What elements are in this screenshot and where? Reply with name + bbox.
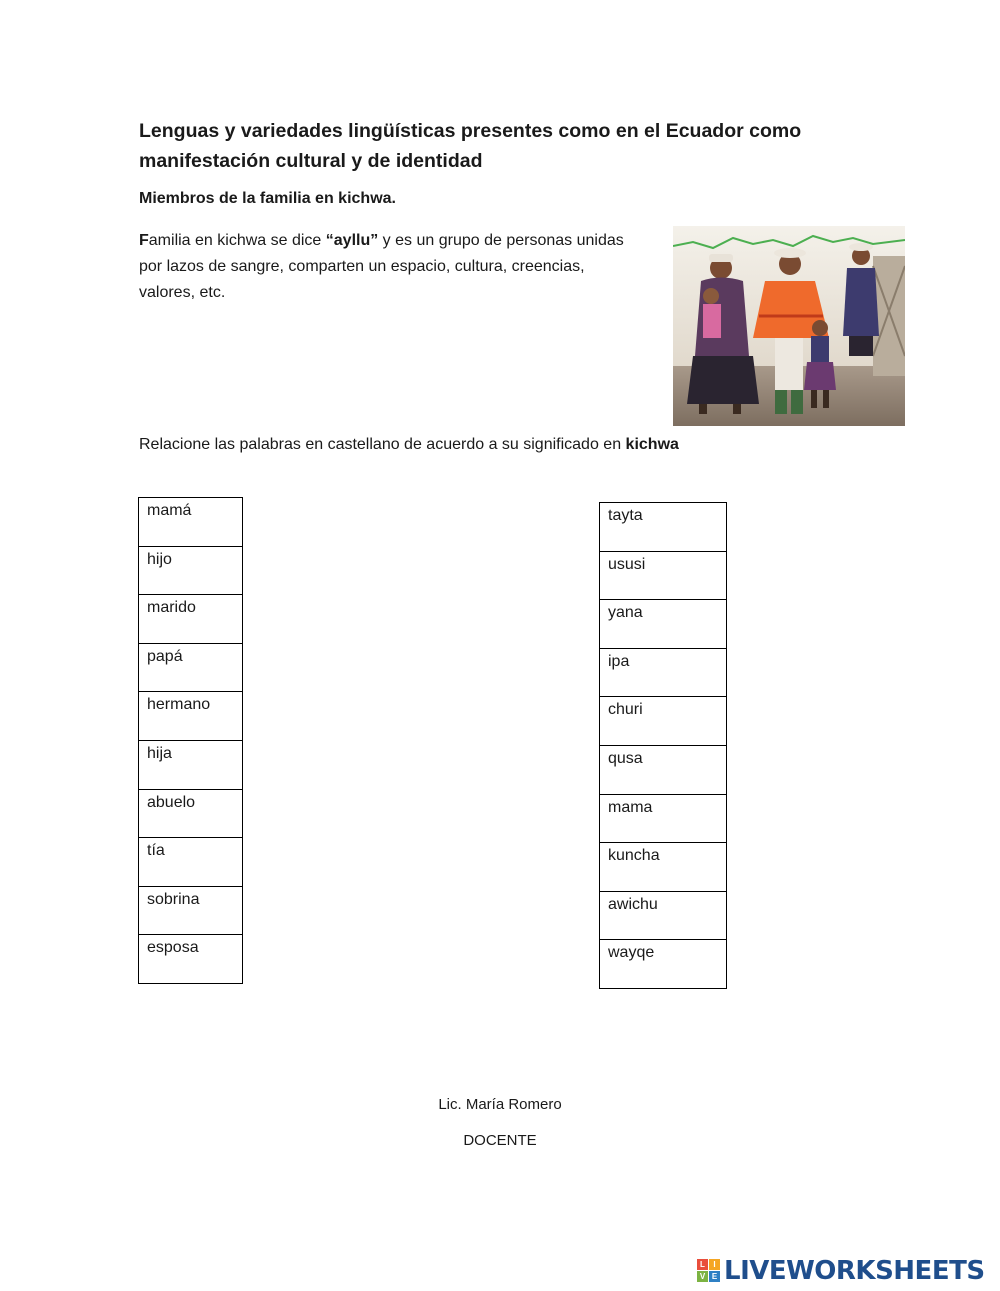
table-row [600,648,727,697]
liveworksheets-logo-icon [697,1259,721,1283]
table-row [600,551,727,600]
page-title: Lenguas y variedades lingüísticas presentes como en el Ecuador como manifestación cultural y de identidad [139,120,802,172]
spanish-word-cell[interactable]: esposa [139,935,243,984]
section-subtitle: Miembros de la familia en kichwa. [139,190,396,207]
table-row [139,935,243,984]
table-row [600,891,727,940]
kichwa-word-cell[interactable]: yana [600,600,727,649]
logo-tile: I [709,1259,720,1270]
kichwa-word-cell[interactable]: awichu [600,891,727,940]
intro-text-3: y es un grupo de personas unidas por lazos de sangre, comparten un espacio, cultura, creencias, valores, etc. [139,232,624,301]
intro-paragraph [139,228,639,306]
table-row [139,692,243,741]
intro-word-kichwa: kichwa [217,232,267,249]
table-row [600,843,727,892]
logo-tile: E [709,1271,720,1282]
signature-role: DOCENTE [463,1132,537,1149]
intro-text-2: se dice [266,232,326,249]
kichwa-word-cell[interactable]: ipa [600,648,727,697]
table-row [139,595,243,644]
table-row [600,600,727,649]
table-row [600,940,727,989]
table-row [139,546,243,595]
family-photo-illustration [673,226,905,426]
instruction-bold: kichwa [625,436,679,453]
spanish-word-cell[interactable]: hermano [139,692,243,741]
table-row [139,643,243,692]
instruction-main: Relacione las palabras en castellano de acuerdo a su significado en [139,436,626,453]
kichwa-word-cell[interactable]: ususi [600,551,727,600]
table-row [600,745,727,794]
table-row [600,794,727,843]
signature-name: Lic. María Romero [438,1096,562,1113]
intro-keyword: “ayllu” [325,232,379,249]
spanish-word-cell[interactable]: papá [139,643,243,692]
spanish-word-cell[interactable]: tía [139,838,243,887]
kichwa-word-cell[interactable]: churi [600,697,727,746]
table-row [139,498,243,547]
spanish-word-cell[interactable]: hijo [139,546,243,595]
table-row [139,789,243,838]
spanish-word-cell[interactable]: sobrina [139,886,243,935]
intro-text-1: amilia en [148,232,218,249]
spanish-word-cell[interactable]: abuelo [139,789,243,838]
spanish-word-table [138,497,243,984]
table-row [600,503,727,552]
table-row [139,838,243,887]
spanish-word-cell[interactable]: mamá [139,498,243,547]
kichwa-word-cell[interactable]: qusa [600,745,727,794]
table-row [139,740,243,789]
spanish-word-cell[interactable]: marido [139,595,243,644]
liveworksheets-wordmark: LIVEWORKSHEETS [724,1256,985,1286]
family-photo [673,226,905,426]
kichwa-word-cell[interactable]: wayqe [600,940,727,989]
kichwa-word-cell[interactable]: kuncha [600,843,727,892]
kichwa-word-cell[interactable]: mama [600,794,727,843]
intro-first-letter: F [139,232,149,249]
liveworksheets-logo[interactable] [697,1256,985,1286]
instruction-text [139,436,679,454]
kichwa-word-cell[interactable]: tayta [600,503,727,552]
logo-tile: L [697,1259,708,1270]
logo-tile: V [697,1271,708,1282]
kichwa-word-table [599,502,727,989]
table-row [139,886,243,935]
table-row [600,697,727,746]
spanish-word-cell[interactable]: hija [139,740,243,789]
